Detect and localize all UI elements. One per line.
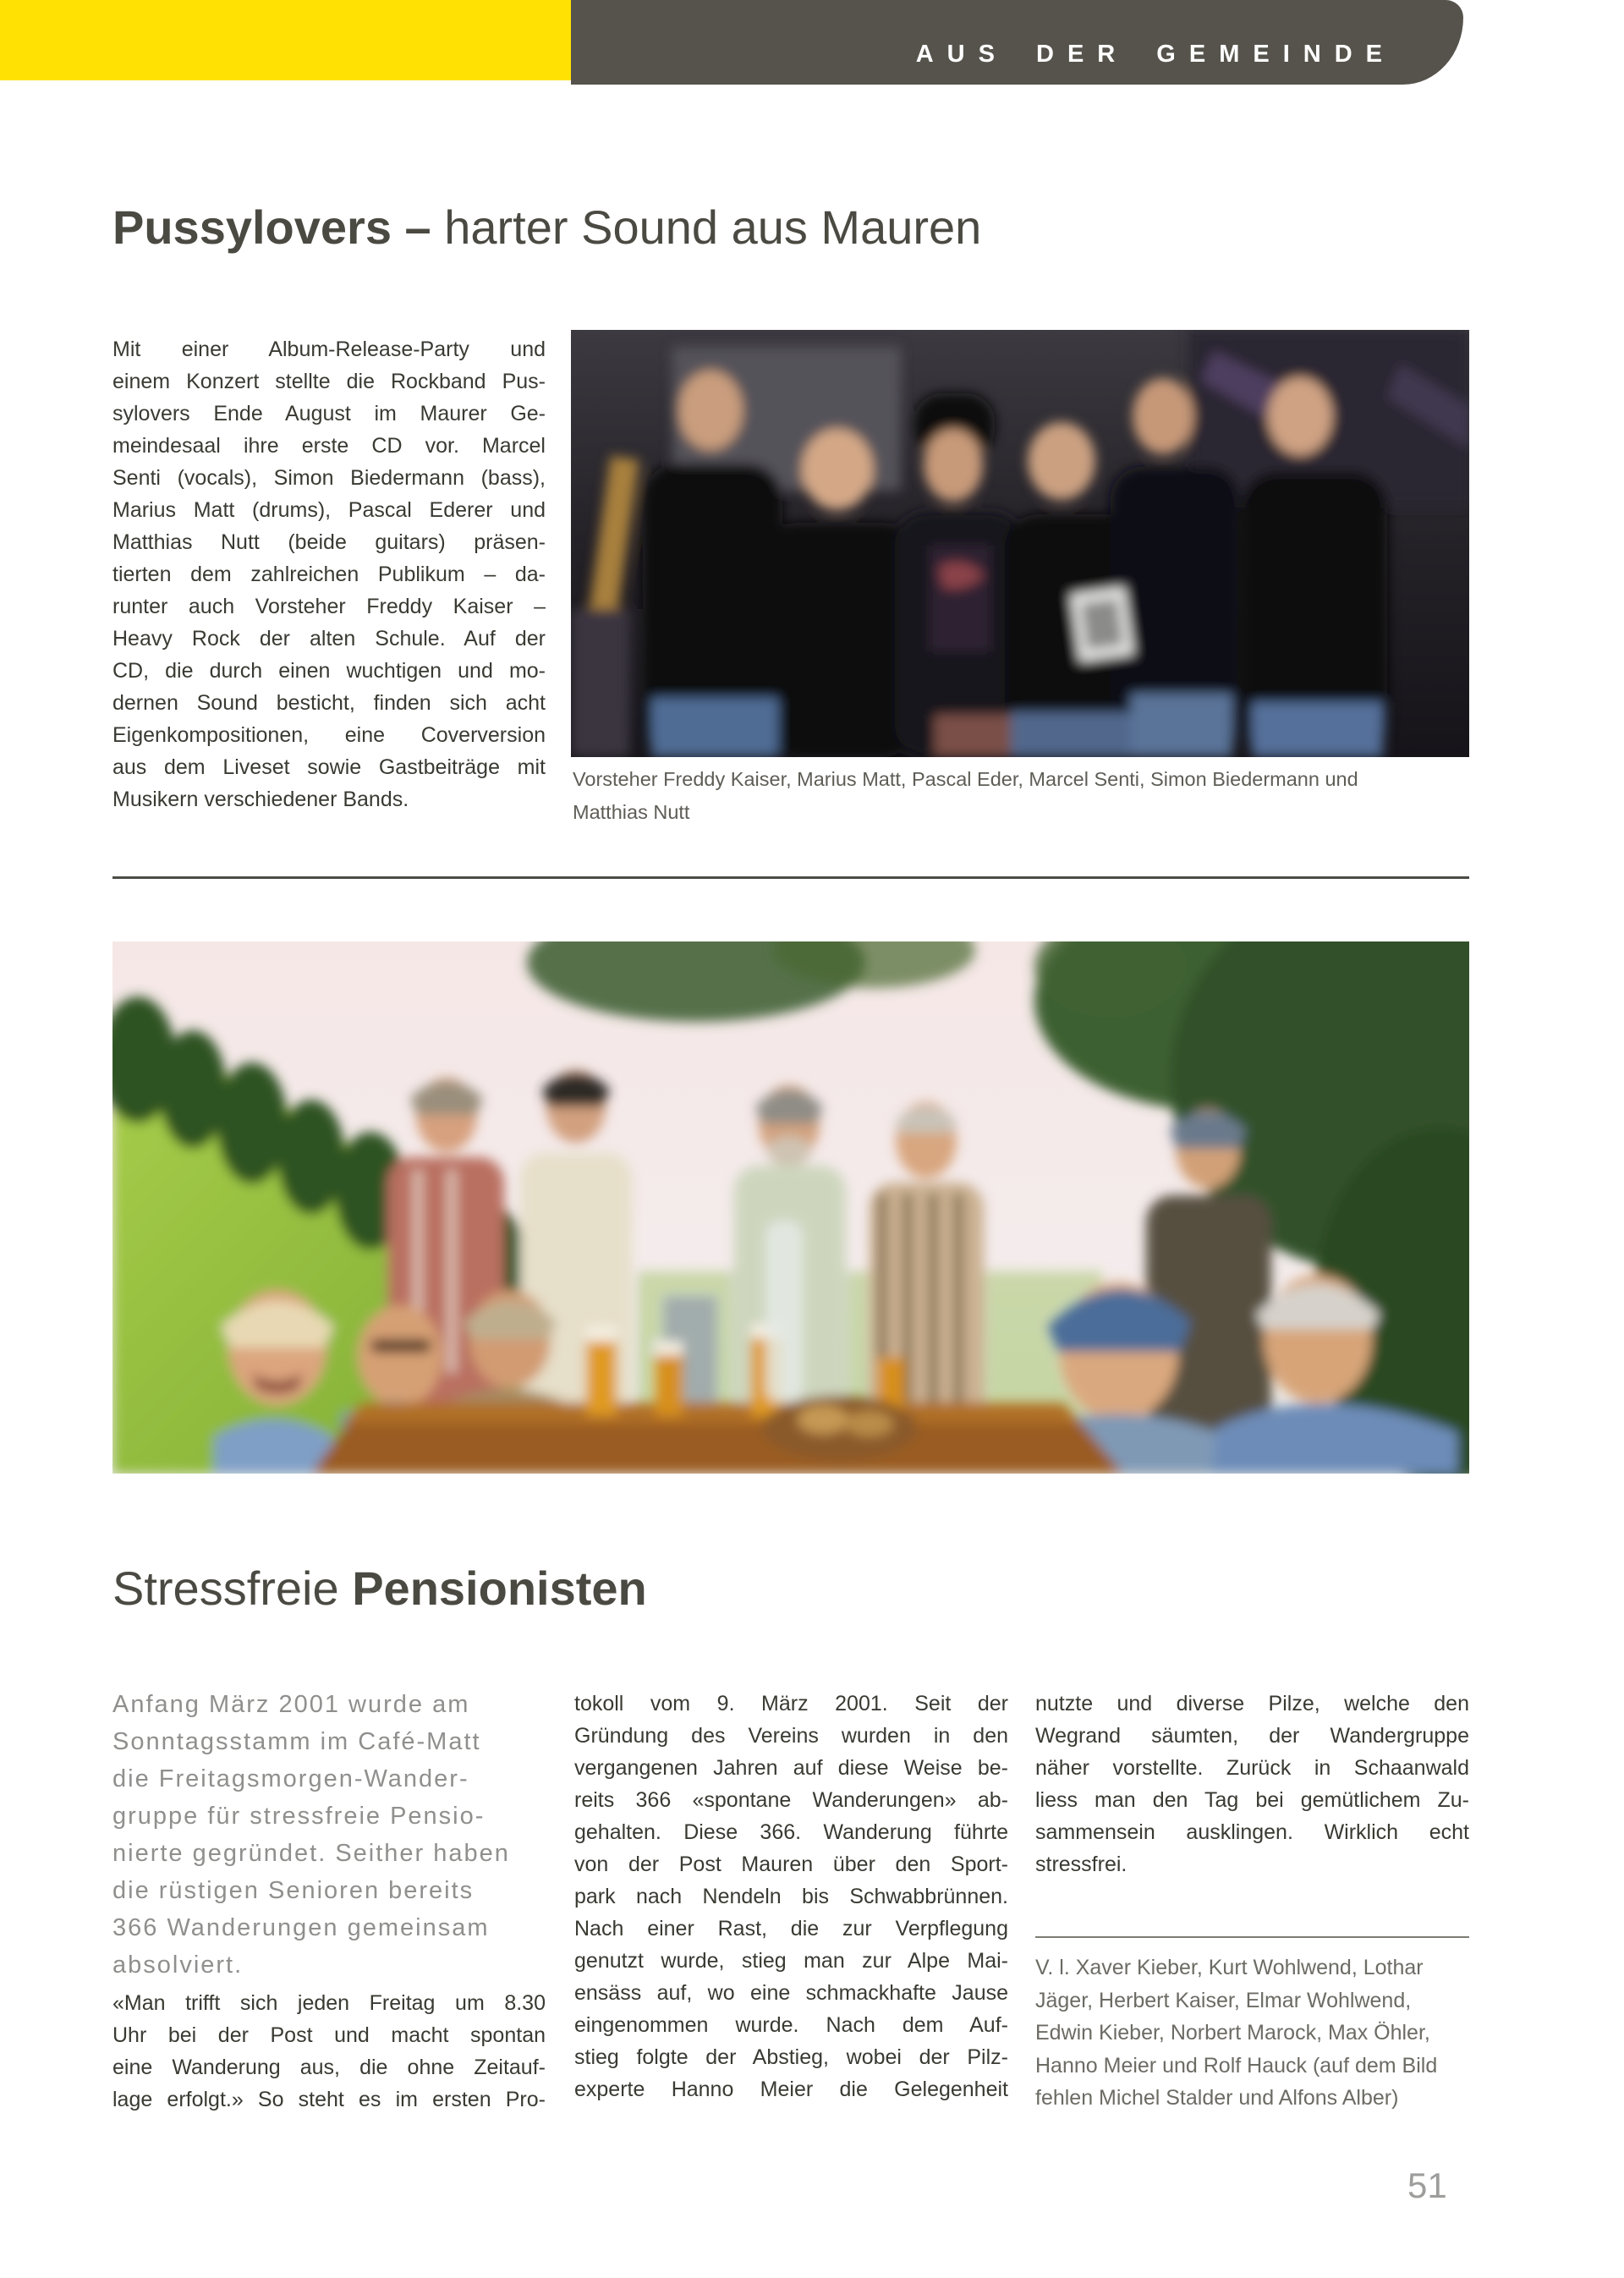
text-line: einem Konzert stellte die Rockband Pus- [112, 370, 546, 393]
text-line: ensäss auf, wo eine schmackhafte Jause [574, 1981, 1008, 2005]
text-line: Anfang März 2001 wurde am [112, 1691, 470, 1718]
article2-column2 [574, 1688, 1008, 2105]
page-number: 51 [1407, 2165, 1447, 2205]
text-line: dernen Sound besticht, finden sich acht [112, 691, 546, 715]
article2-column1 [112, 1987, 546, 2116]
text-line: park nach Nendeln bis Schwabbrünnen. [574, 1885, 1008, 1908]
text-line: gruppe für stressfreie Pensio- [112, 1803, 486, 1830]
text-line: CD, die durch einen wuchtigen und mo- [112, 659, 546, 683]
text-line: sylovers Ende August im Maurer Ge- [112, 402, 546, 425]
text-line: «Man trifft sich jeden Freitag um 8.30 [112, 1991, 546, 2015]
article2-title-bold: Pensionisten [352, 1562, 647, 1615]
text-line: vergangenen Jahren auf diese Weise be- [574, 1756, 1008, 1780]
text-line: eingenommen wurde. Nach dem Auf- [574, 2013, 1008, 2037]
text-line: 366 Wanderungen gemeinsam [112, 1914, 490, 1941]
text-line: Mit einer Album-Release-Party und [112, 338, 546, 361]
text-line: nierte gegründet. Seither haben [112, 1840, 510, 1867]
text-line: sammensein ausklingen. Wirklich echt [1035, 1820, 1469, 1844]
section-divider [112, 876, 1469, 879]
text-line: Heavy Rock der alten Schule. Auf der [112, 627, 546, 650]
text-line: Vorsteher Freddy Kaiser, Marius Matt, Pascal Eder, Marcel Senti, Simon Biedermann und [573, 768, 1358, 790]
text-line: Eigenkompositionen, eine Coverversion [112, 723, 546, 747]
text-line: Gründung des Vereins wurden in den [574, 1724, 1008, 1748]
text-line: experte Hanno Meier die Gelegenheit [574, 2078, 1008, 2101]
text-line: Uhr bei der Post und macht spontan [112, 2023, 546, 2047]
text-line: runter auch Vorsteher Freddy Kaiser – [112, 595, 546, 618]
hiking-photo-caption [1035, 1951, 1469, 2115]
article1-title-bold: Pussylovers – [112, 200, 431, 254]
text-line: aus dem Liveset sowie Gastbeiträge mit [112, 755, 546, 779]
article2-title-light: Stressfreie [112, 1562, 353, 1615]
band-photo-caption [573, 763, 1471, 829]
text-line: die rüstigen Senioren bereits [112, 1877, 475, 1904]
text-line: Sonntagsstamm im Café-Matt [112, 1728, 481, 1755]
hiking-group-photo-illustration [112, 941, 1469, 1474]
text-line: gehalten. Diese 366. Wanderung führte [574, 1820, 1008, 1844]
header-bar [571, 0, 1463, 85]
text-line: Hanno Meier und Rolf Hauck (auf dem Bild [1035, 2053, 1438, 2078]
text-line: Matthias Nutt (beide guitars) präsen- [112, 530, 546, 554]
text-line: liess man den Tag bei gemütlichem Zu- [1035, 1788, 1469, 1812]
article2-title [112, 1562, 647, 1615]
band-photo [571, 330, 1469, 757]
text-line: stressfrei. [1035, 1853, 1127, 1876]
section-label: AUS DER GEMEINDE [915, 41, 1396, 68]
header-yellow-block [0, 0, 571, 80]
article2-lead-paragraph [112, 1686, 561, 1984]
text-line: Wegrand säumten, der Wandergruppe [1035, 1724, 1469, 1748]
text-line: genutzt wurde, stieg man zur Alpe Mai- [574, 1949, 1008, 1973]
text-line: tierten dem zahlreichen Publikum – da- [112, 563, 546, 586]
article1-title-light: harter Sound aus Mauren [431, 200, 982, 254]
text-line: fehlen Michel Stalder und Alfons Alber) [1035, 2086, 1399, 2110]
text-line: tokoll vom 9. März 2001. Seit der [574, 1692, 1008, 1715]
article2-column3 [1035, 1688, 1469, 1880]
text-line: Jäger, Herbert Kaiser, Elmar Wohlwend, [1035, 1988, 1412, 2012]
article1-body-column [112, 333, 546, 815]
article1-title [112, 201, 981, 254]
text-line: stieg folgte der Abstieg, wobei der Pilz- [574, 2045, 1008, 2069]
text-line: Musikern verschiedener Bands. [112, 788, 409, 811]
text-line: reits 366 «spontane Wanderungen» ab- [574, 1788, 1008, 1812]
text-line: lage erfolgt.» So steht es im ersten Pro- [112, 2088, 546, 2111]
text-line: Nach einer Rast, die zur Verpflegung [574, 1917, 1008, 1940]
text-line: eine Wanderung aus, die ohne Zeitauf- [112, 2056, 546, 2079]
text-line: Matthias Nutt [573, 801, 690, 823]
text-line: V. l. Xaver Kieber, Kurt Wohlwend, Lothar [1035, 1956, 1424, 1979]
text-line: näher vorstellte. Zurück in Schaanwald [1035, 1756, 1469, 1780]
text-line: Senti (vocals), Simon Biedermann (bass), [112, 466, 546, 490]
hiking-group-photo [112, 941, 1469, 1474]
text-line: die Freitagsmorgen-Wander- [112, 1765, 469, 1792]
band-photo-illustration [571, 330, 1469, 757]
text-line: von der Post Mauren über den Sport- [574, 1853, 1008, 1876]
text-line: Marius Matt (drums), Pascal Ederer und [112, 498, 546, 522]
text-line: absolviert. [112, 1951, 244, 1979]
text-line: nutzte und diverse Pilze, welche den [1035, 1692, 1469, 1715]
caption-divider [1035, 1936, 1469, 1938]
text-line: Edwin Kieber, Norbert Marock, Max Öhler, [1035, 2021, 1430, 2045]
text-line: meindesaal ihre erste CD vor. Marcel [112, 434, 546, 458]
